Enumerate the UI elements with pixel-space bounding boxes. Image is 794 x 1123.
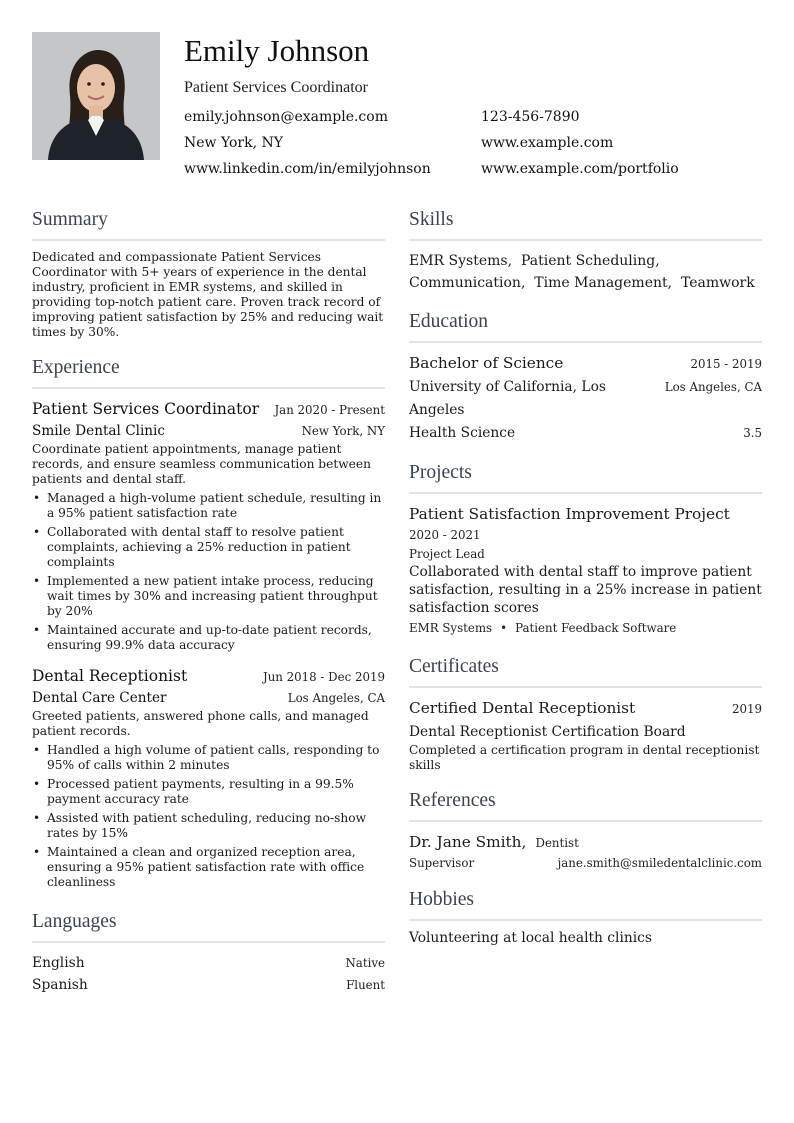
divider bbox=[32, 387, 385, 389]
achievement-item: • Collaborated with dental staff to resolve patient complaints, achieving a 25% reduction in patient complaints bbox=[32, 525, 385, 570]
certificate-description: Completed a certification program in dental receptionist skills bbox=[409, 743, 760, 772]
reference-position: Dentist bbox=[535, 836, 579, 850]
degree: Bachelor of Science bbox=[409, 354, 564, 372]
reference-relation: Supervisor bbox=[409, 856, 475, 870]
skill-item: EMR Systems, bbox=[409, 253, 513, 269]
skills-list bbox=[409, 250, 762, 294]
project-dates: 2020 - 2021 bbox=[409, 528, 481, 542]
company-name: Dental Care Center bbox=[32, 690, 167, 706]
candidate-role: Patient Services Coordinator bbox=[184, 79, 368, 96]
job-location: New York, NY bbox=[301, 424, 385, 438]
divider bbox=[32, 941, 385, 943]
divider bbox=[409, 686, 762, 688]
skill-item: Teamwork bbox=[680, 275, 755, 291]
project-role: Project Lead bbox=[409, 547, 485, 561]
school-name: University of California, Los Angeles bbox=[409, 379, 606, 418]
achievement-item: • Implemented a new patient intake process, reducing wait times by 30% and increasing patient throughput by 20% bbox=[32, 574, 385, 619]
section-title: Certificates bbox=[409, 656, 499, 677]
tool-item: Patient Feedback Software bbox=[515, 621, 677, 635]
job-dates: Jun 2018 - Dec 2019 bbox=[262, 670, 385, 684]
certificate-issuer: Dental Receptionist Certification Board bbox=[409, 724, 686, 740]
website-link[interactable]: www.example.com bbox=[481, 135, 614, 151]
tool-separator: • bbox=[500, 621, 508, 635]
education-section bbox=[409, 308, 762, 445]
divider bbox=[32, 239, 385, 241]
section-title: Experience bbox=[32, 357, 120, 378]
projects-section bbox=[409, 459, 762, 639]
job-entry bbox=[32, 398, 385, 653]
phone-number[interactable]: 123-456-7890 bbox=[481, 109, 580, 125]
project-name: Patient Satisfaction Improvement Project bbox=[409, 505, 730, 523]
section-title: Education bbox=[409, 311, 489, 332]
section-title: Hobbies bbox=[409, 889, 474, 910]
resume-header bbox=[184, 32, 764, 189]
divider bbox=[409, 492, 762, 494]
job-description: Coordinate patient appointments, manage patient records, and ensure seamless communication between patients and dental staff. bbox=[32, 442, 371, 486]
project-tools bbox=[409, 617, 762, 639]
achievement-item: • Managed a high-volume patient schedule, resulting in a 95% patient satisfaction rate bbox=[32, 491, 385, 521]
language-level: Fluent bbox=[346, 978, 385, 992]
achievement-item: • Handled a high volume of patient calls, responding to 95% of calls within 2 minutes bbox=[32, 743, 385, 773]
achievement-list bbox=[32, 743, 385, 890]
language-level: Native bbox=[345, 956, 385, 970]
achievement-item: • Processed patient payments, resulting in a 99.5% payment accuracy rate bbox=[32, 777, 385, 807]
section-title: Languages bbox=[32, 911, 117, 932]
job-entry bbox=[32, 665, 385, 890]
reference-email[interactable]: jane.smith@smiledentalclinic.com bbox=[557, 856, 762, 870]
summary-section bbox=[32, 206, 385, 340]
section-title: Projects bbox=[409, 462, 472, 483]
certificates-section bbox=[409, 653, 762, 773]
candidate-name: Emily Johnson bbox=[184, 33, 370, 68]
section-title: References bbox=[409, 790, 496, 811]
job-title: Patient Services Coordinator bbox=[32, 400, 260, 418]
left-column bbox=[32, 206, 385, 1010]
language-name: English bbox=[32, 955, 85, 971]
achievement-item: • Assisted with patient scheduling, reducing no-show rates by 15% bbox=[32, 811, 385, 841]
job-location: Los Angeles, CA bbox=[287, 691, 385, 705]
experience-section bbox=[32, 354, 385, 890]
divider bbox=[409, 820, 762, 822]
school-location: Los Angeles, CA bbox=[664, 380, 762, 394]
achievement-item: • Maintained a clean and organized reception area, ensuring a 95% patient satisfaction rate with office cleanliness bbox=[32, 845, 385, 890]
job-dates: Jan 2020 - Present bbox=[274, 403, 385, 417]
field-of-study: Health Science bbox=[409, 425, 516, 441]
divider bbox=[409, 341, 762, 343]
reference-name: Dr. Jane Smith, bbox=[409, 833, 527, 851]
hobby-text: Volunteering at local health clinics bbox=[409, 930, 652, 946]
email-link[interactable]: emily.johnson@example.com bbox=[184, 109, 388, 125]
right-column bbox=[409, 206, 762, 960]
languages-section bbox=[32, 908, 385, 996]
portrait-image bbox=[32, 32, 160, 160]
skills-section bbox=[409, 206, 762, 294]
divider bbox=[409, 919, 762, 921]
portfolio-link[interactable]: www.example.com/portfolio bbox=[481, 161, 679, 177]
job-title: Dental Receptionist bbox=[32, 667, 188, 685]
contact-info bbox=[184, 109, 764, 189]
job-description: Greeted patients, answered phone calls, and managed patient records. bbox=[32, 709, 369, 738]
education-dates: 2015 - 2019 bbox=[690, 357, 762, 371]
linkedin-link[interactable]: www.linkedin.com/in/emilyjohnson bbox=[184, 161, 431, 177]
skill-item: Time Management, bbox=[534, 275, 673, 291]
section-title: Summary bbox=[32, 209, 108, 230]
section-title: Skills bbox=[409, 209, 454, 230]
certificate-name: Certified Dental Receptionist bbox=[409, 699, 636, 717]
profile-photo bbox=[32, 32, 160, 160]
location-text: New York, NY bbox=[184, 135, 283, 151]
gpa: 3.5 bbox=[743, 426, 762, 440]
references-section bbox=[409, 787, 762, 872]
achievement-item: • Maintained accurate and up-to-date patient records, ensuring 99.9% data accuracy bbox=[32, 623, 385, 653]
language-name: Spanish bbox=[32, 977, 88, 993]
skill-item: Communication, bbox=[409, 275, 526, 291]
summary-text: Dedicated and compassionate Patient Services Coordinator with 5+ years of experience in the dental industry, proficient in EMR systems, and skilled in providing top-notch patient care. Proven track record of improving patient satisfaction by 25% and reducing wait times by 30%. bbox=[32, 250, 384, 339]
project-description: Collaborated with dental staff to improve patient satisfaction, resulting in a 25% increase in patient satisfaction scores bbox=[409, 564, 762, 616]
skill-item: Patient Scheduling, bbox=[520, 253, 660, 269]
divider bbox=[409, 239, 762, 241]
hobbies-section bbox=[409, 886, 762, 946]
tool-item: EMR Systems bbox=[409, 621, 493, 635]
achievement-list bbox=[32, 491, 385, 653]
certificate-year: 2019 bbox=[731, 702, 762, 716]
company-name: Smile Dental Clinic bbox=[32, 423, 166, 439]
